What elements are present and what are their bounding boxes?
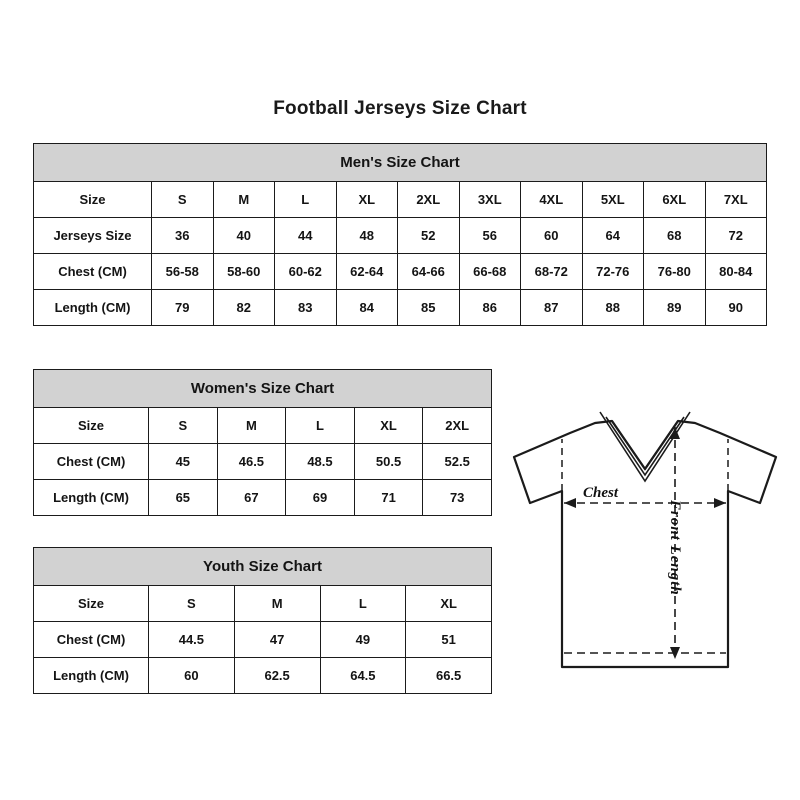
table-cell: 69 [286, 480, 355, 516]
jersey-measurement-diagram [500, 395, 790, 690]
column-header: S [149, 586, 235, 622]
table-cell: 66.5 [406, 658, 492, 694]
table-header-row [34, 408, 492, 444]
mens-size-chart [33, 143, 767, 326]
table-row [34, 622, 492, 658]
table-cell: 49 [320, 622, 406, 658]
table-caption-row [34, 548, 492, 586]
table-cell: 62-64 [336, 254, 398, 290]
column-header: Size [34, 408, 149, 444]
youth-size-chart [33, 547, 492, 694]
column-header: XL [336, 182, 398, 218]
table-cell: 44 [275, 218, 337, 254]
table-row [34, 218, 767, 254]
jersey-outline-icon [500, 395, 790, 690]
column-header: L [320, 586, 406, 622]
table-cell: 52.5 [423, 444, 492, 480]
row-label: Length (CM) [34, 658, 149, 694]
table-cell: 48 [336, 218, 398, 254]
table-cell: 65 [149, 480, 218, 516]
womens-size-table [33, 369, 492, 516]
column-header: 6XL [644, 182, 706, 218]
table-cell: 86 [459, 290, 521, 326]
column-header: S [149, 408, 218, 444]
table-cell: 73 [423, 480, 492, 516]
table-cell: 60-62 [275, 254, 337, 290]
column-header: 2XL [398, 182, 460, 218]
womens-size-chart [33, 369, 492, 516]
table-cell: 60 [521, 218, 583, 254]
youth-size-table [33, 547, 492, 694]
table-cell: 84 [336, 290, 398, 326]
table-cell: 50.5 [354, 444, 423, 480]
table-cell: 44.5 [149, 622, 235, 658]
table-row [34, 254, 767, 290]
youth-table-caption: Youth Size Chart [34, 548, 492, 586]
table-cell: 87 [521, 290, 583, 326]
table-cell: 72-76 [582, 254, 644, 290]
table-cell: 64 [582, 218, 644, 254]
table-cell: 82 [213, 290, 275, 326]
table-cell: 64.5 [320, 658, 406, 694]
table-cell: 72 [705, 218, 767, 254]
table-cell: 47 [234, 622, 320, 658]
table-cell: 58-60 [213, 254, 275, 290]
column-header: 3XL [459, 182, 521, 218]
table-cell: 52 [398, 218, 460, 254]
table-cell: 85 [398, 290, 460, 326]
column-header: XL [406, 586, 492, 622]
table-cell: 64-66 [398, 254, 460, 290]
column-header: Size [34, 182, 152, 218]
table-cell: 68 [644, 218, 706, 254]
table-cell: 66-68 [459, 254, 521, 290]
column-header: M [213, 182, 275, 218]
row-label: Length (CM) [34, 290, 152, 326]
table-cell: 62.5 [234, 658, 320, 694]
table-caption-row [34, 370, 492, 408]
column-header: XL [354, 408, 423, 444]
table-cell: 89 [644, 290, 706, 326]
column-header: L [275, 182, 337, 218]
column-header: 5XL [582, 182, 644, 218]
table-cell: 51 [406, 622, 492, 658]
table-cell: 88 [582, 290, 644, 326]
chest-measurement-label: Chest [583, 485, 619, 501]
table-cell: 60 [149, 658, 235, 694]
table-caption-row [34, 144, 767, 182]
table-row [34, 444, 492, 480]
column-header: 4XL [521, 182, 583, 218]
womens-table-caption: Women's Size Chart [34, 370, 492, 408]
table-cell: 56 [459, 218, 521, 254]
column-header: 7XL [705, 182, 767, 218]
column-header: M [217, 408, 286, 444]
table-cell: 79 [152, 290, 214, 326]
table-cell: 40 [213, 218, 275, 254]
table-cell: 48.5 [286, 444, 355, 480]
table-cell: 45 [149, 444, 218, 480]
mens-table-caption: Men's Size Chart [34, 144, 767, 182]
table-cell: 80-84 [705, 254, 767, 290]
mens-size-table [33, 143, 767, 326]
page-title: Football Jerseys Size Chart [273, 98, 527, 119]
column-header: Size [34, 586, 149, 622]
column-header: 2XL [423, 408, 492, 444]
row-label: Length (CM) [34, 480, 149, 516]
row-label: Chest (CM) [34, 444, 149, 480]
column-header: L [286, 408, 355, 444]
column-header: S [152, 182, 214, 218]
table-cell: 83 [275, 290, 337, 326]
table-header-row [34, 182, 767, 218]
table-cell: 56-58 [152, 254, 214, 290]
table-header-row [34, 586, 492, 622]
table-row [34, 658, 492, 694]
front-length-measurement-label: Front Length [667, 500, 683, 596]
table-cell: 90 [705, 290, 767, 326]
row-label: Chest (CM) [34, 254, 152, 290]
table-cell: 76-80 [644, 254, 706, 290]
table-cell: 71 [354, 480, 423, 516]
table-cell: 67 [217, 480, 286, 516]
table-cell: 68-72 [521, 254, 583, 290]
table-row [34, 290, 767, 326]
table-row [34, 480, 492, 516]
column-header: M [234, 586, 320, 622]
row-label: Jerseys Size [34, 218, 152, 254]
table-cell: 46.5 [217, 444, 286, 480]
table-cell: 36 [152, 218, 214, 254]
row-label: Chest (CM) [34, 622, 149, 658]
